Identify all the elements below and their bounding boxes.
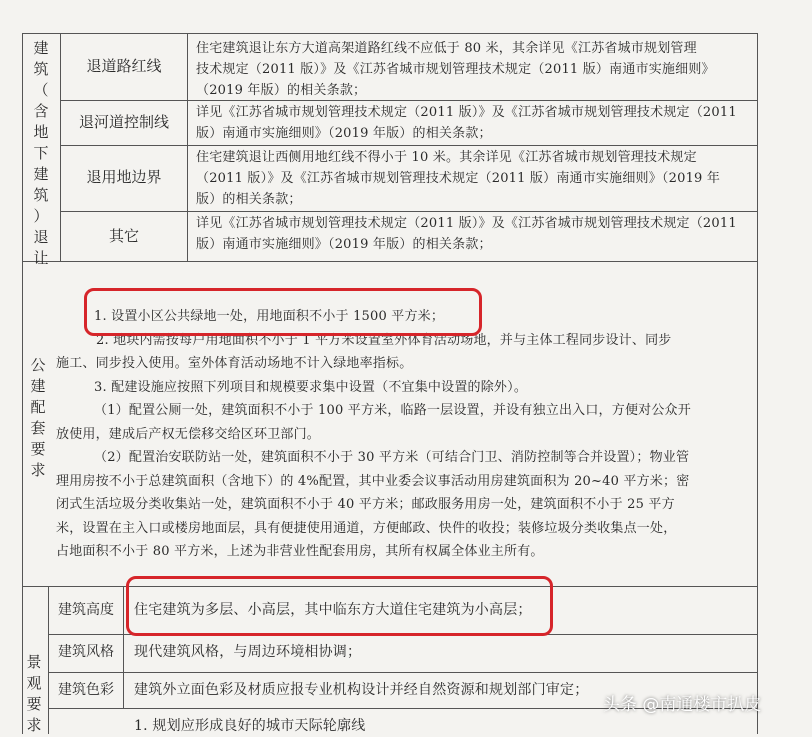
col-divider	[123, 586, 124, 708]
col-divider	[60, 33, 61, 261]
section-label-setback: 建 筑 （ 含 地 下 建 筑 ） 退 让	[33, 39, 49, 267]
watermark-text: 头条 @南通楼市扒皮	[603, 695, 762, 715]
row-text-land-boundary: 住宅建筑退让西侧用地红线不得小于 10 米。其余详见《江苏省城市规划管理技术规定 （2011 版）》及《江苏省城市规划管理技术规定（2011 版）南通市实施细则》（2019 年 版）的相关条款；	[196, 150, 721, 207]
col-divider	[187, 33, 188, 261]
col-divider	[48, 586, 49, 734]
row-text-skyline: 1. 规划应形成良好的城市天际轮廓线	[134, 718, 366, 734]
row-text-road-redline: 住宅建筑退让东方大道高架道路红线不应低于 80 米，其余详见《江苏省城市规划管理 技术规定（2011 版）》及《江苏省城市规划管理技术规定（2011 版）南通市实施细则》 （2019 年版）的相关条款；	[196, 41, 715, 98]
row-divider	[60, 145, 757, 146]
section-label-landscape: 景 观 要 求	[26, 653, 42, 734]
row-divider	[22, 33, 757, 34]
row-text-building-style: 现代建筑风格，与周边环境相协调；	[134, 644, 362, 660]
table-right-border	[757, 33, 758, 734]
highlight-box-green-space	[84, 288, 482, 336]
row-text-building-height: 住宅建筑为多层、小高层，其中临东方大道住宅建筑为小高层；	[134, 602, 532, 618]
highlight-box-building-height	[126, 576, 553, 636]
row-divider	[48, 672, 757, 673]
table-left-border	[22, 33, 23, 734]
row-label-building-style: 建筑风格	[58, 644, 114, 660]
row-label-road-redline: 退道路红线	[86, 57, 162, 75]
row-label-other: 其它	[108, 227, 139, 245]
row-divider	[60, 211, 757, 212]
row-label-building-height: 建筑高度	[58, 602, 114, 618]
row-text-other: 详见《江苏省城市规划管理技术规定（2011 版）》及《江苏省城市规划管理技术规定（2011 版）南通市实施细则》（2019 年版）的相关条款；	[196, 216, 737, 252]
row-text-river-control: 详见《江苏省城市规划管理技术规定（2011 版）》及《江苏省城市规划管理技术规定（2011 版）南通市实施细则》（2019 年版）的相关条款；	[196, 105, 737, 141]
row-label-building-color: 建筑色彩	[58, 682, 114, 698]
row-text-building-color: 建筑外立面色彩及材质应报专业机构设计并经自然资源和规划部门审定；	[134, 682, 589, 698]
row-label-land-boundary: 退用地边界	[86, 168, 162, 186]
section-label-public-facilities: 公 建 配 套 要 求	[30, 356, 46, 479]
row-divider	[22, 261, 757, 262]
row-label-river-control: 退河道控制线	[78, 113, 169, 131]
public-facilities-text: 1. 设置小区公共绿地一处，用地面积不小于 1500 平方米； 2. 地块内需按每户用地面积不小于 1 平方米设置室外体育活动场地，并与主体工程同步设计、同步 施工、同步投入使用。室外体育活动场地不计入绿地率指标。 3. 配建设施应按照下列项目和规模要求集中设置（不宜集中设置的除外）。 （1）配置公厕一处，建筑面积不小于 100 平方米，临路一层设置，并设有独立出入口，方便对公众开 放使用，建成后产权无偿移交给区环卫部门。 （2）配置治安联防站一处，建筑面积不小于 30 平方米（可结合门卫、消防控制等合并设置）；物业管 理用房按不小于总建筑面积（含地下）的 4%配置，其中业委会议事活动用房建筑面积为 20~40 平方米；密 闭式生活垃圾分类收集站一处，建筑面积不小于 40 平方米；邮政服务用房一处，建筑面积不小于 25 平方 米，设置在主入口或楼房地面层，具有便捷使用通道，方便邮政、快件的收投；装修垃圾分类收集点一处， 占地面积不小于 80 平方米，上述为非营业性配套用房，其所有权属全体业主所有。	[56, 309, 691, 559]
